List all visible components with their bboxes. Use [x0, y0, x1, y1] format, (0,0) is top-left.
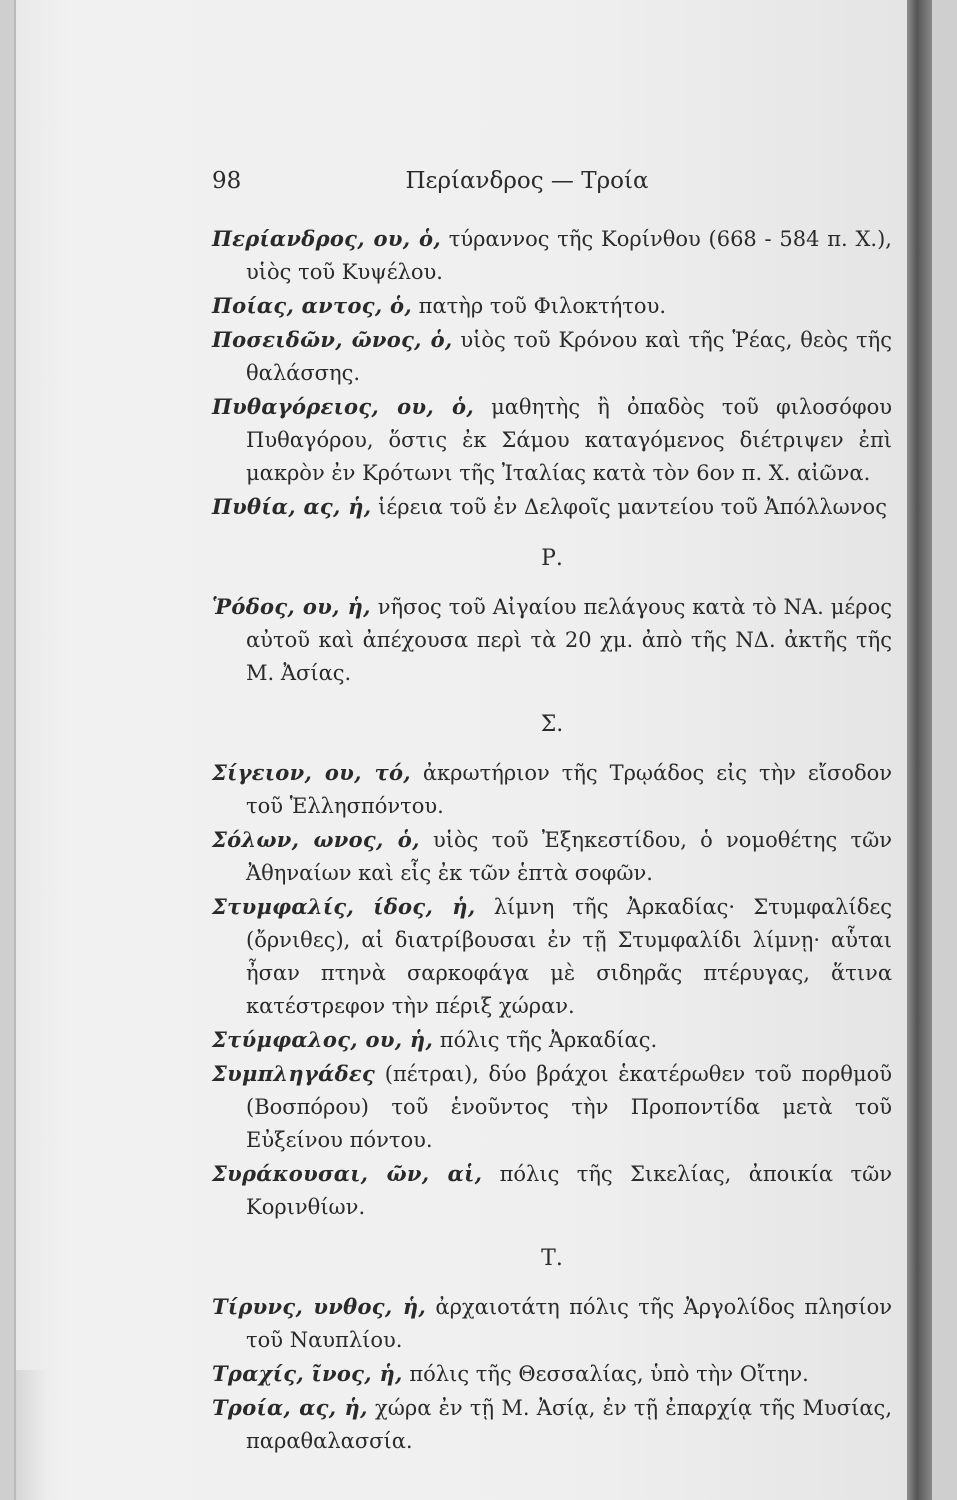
- headword: Σίγειον, ου, τό,: [212, 760, 411, 785]
- entry-tiryns: [212, 1290, 892, 1357]
- definition: πόλις τῆς Σικελίας, ἀποικία τῶν Κορινθίων.: [246, 1162, 892, 1219]
- headword: Ποίας, αντος, ὁ,: [212, 293, 412, 318]
- definition: πατὴρ τοῦ Φιλοκτήτου.: [418, 294, 667, 318]
- definition: χώρα ἐν τῇ Μ. Ἀσίᾳ, ἐν τῇ ἐπαρχίᾳ τῆς Μυσίας, παραθαλασσία.: [246, 1396, 892, 1453]
- entry-rodos: [212, 590, 892, 690]
- definition: πόλις τῆς Ἀρκαδίας.: [439, 1028, 658, 1052]
- entry-poseidon: [212, 323, 892, 390]
- entry-periandros: [212, 222, 892, 289]
- headword: Συράκουσαι, ῶν, αἱ,: [212, 1161, 483, 1186]
- entry-symplegades: [212, 1057, 892, 1157]
- headword: Τροία, ας, ἡ,: [212, 1395, 368, 1420]
- section-letter-tau: Τ.: [541, 1246, 563, 1271]
- definition: μαθητὴς ἢ ὀπαδὸς τοῦ φιλοσόφου Πυθαγόρου, ὅστις ἐκ Σάμου καταγόμενος διέτριψεν ἐπὶ μακρὸν ἐν Κρότωνι τῆς Ἰταλίας κατὰ τὸν 6ον π. Χ. αἰῶνα.: [246, 395, 892, 485]
- definition: λίμνη τῆς Ἀρκαδίας· Στυμφαλίδες (ὄρνιθες), αἱ διατρίβουσαι ἐν τῇ Στυμφαλίδι λίμνῃ· αὗται ἦσαν πτηνὰ σαρκοφάγα μὲ σιδηρᾶς πτέρυγας, ἅτινα κατέστρεφον τὴν πέριξ χώραν.: [246, 895, 892, 1018]
- definition: ἀκρωτήριον τῆς Τρῳάδος εἰς τὴν εἴσοδον τοῦ Ἑλλησπόντου.: [246, 761, 892, 818]
- headword: Πυθία, ας, ἡ,: [212, 494, 372, 519]
- headword: Ῥόδος, ου, ἡ,: [212, 594, 371, 619]
- section-letter-sigma: Σ.: [540, 712, 564, 737]
- headword: Στύμφαλος, ου, ἡ,: [212, 1027, 434, 1052]
- page-header: [212, 168, 842, 202]
- entry-troia: [212, 1391, 892, 1458]
- definition: (πέτραι), δύο βράχοι ἑκατέρωθεν τοῦ πορθμοῦ (Βοσπόρου) τοῦ ἑνοῦντος τὴν Προποντίδα μετὰ τοῦ Εὐξείνου πόντου.: [246, 1062, 892, 1152]
- definition: υἱὸς τοῦ Κρόνου καὶ τῆς Ῥέας, θεὸς τῆς θαλάσσης.: [246, 328, 892, 385]
- definition: ἀρχαιοτάτη πόλις τῆς Ἀργολίδος πλησίον τοῦ Ναυπλίου.: [246, 1295, 892, 1352]
- entry-trachis: [212, 1357, 892, 1391]
- binding-edge: [907, 0, 932, 1500]
- headword: Ποσειδῶν, ῶνος, ὁ,: [212, 327, 453, 352]
- definition: τύραννος τῆς Κορίνθου (668 - 584 π. Χ.), υἱὸς τοῦ Κυψέλου.: [246, 227, 892, 284]
- definition: νῆσος τοῦ Αἰγαίου πελάγους κατὰ τὸ ΝΑ. μέρος αὐτοῦ καὶ ἀπέχουσα περὶ τὰ 20 χμ. ἀπὸ τῆς ΝΔ. ἀκτῆς τῆς Μ. Ἀσίας.: [246, 595, 892, 685]
- section-letter-rho: Ρ.: [541, 546, 563, 571]
- dictionary-content: [212, 222, 892, 1458]
- page-fold: [16, 1370, 46, 1500]
- definition: υἱὸς τοῦ Ἐξηκεστίδου, ὁ νομοθέτης τῶν Ἀθηναίων καὶ εἷς ἐκ τῶν ἑπτὰ σοφῶν.: [246, 828, 892, 885]
- entry-pythagoreios: [212, 390, 892, 490]
- entry-pythia: [212, 490, 892, 524]
- entry-stymphalos: [212, 1023, 892, 1057]
- headword: Πυθαγόρειος, ου, ὁ,: [212, 394, 474, 419]
- entry-poias: [212, 289, 892, 323]
- entry-stymphalis: [212, 890, 892, 1023]
- headword: Συμπληγάδες: [212, 1061, 376, 1086]
- entry-solon: [212, 823, 892, 890]
- definition: ἱέρεια τοῦ ἐν Δελφοῖς μαντείου τοῦ Ἀπόλλωνος: [378, 495, 887, 519]
- headword: Σόλων, ωνος, ὁ,: [212, 827, 420, 852]
- definition: πόλις τῆς Θεσσαλίας, ὑπὸ τὴν Οἴτην.: [409, 1362, 809, 1386]
- page-number: 98: [212, 168, 242, 194]
- headword: Στυμφαλίς, ίδος, ἡ,: [212, 894, 476, 919]
- headword: Περίανδρος, ου, ὁ,: [212, 226, 441, 251]
- running-title: Περίανδρος — Τροία: [405, 168, 649, 194]
- headword: Τίρυνς, υνθος, ἡ,: [212, 1294, 426, 1319]
- entry-sigeion: [212, 756, 892, 823]
- book-page: [14, 0, 932, 1500]
- entry-syrakousai: [212, 1157, 892, 1224]
- headword: Τραχίς, ῖνος, ἡ,: [212, 1361, 403, 1386]
